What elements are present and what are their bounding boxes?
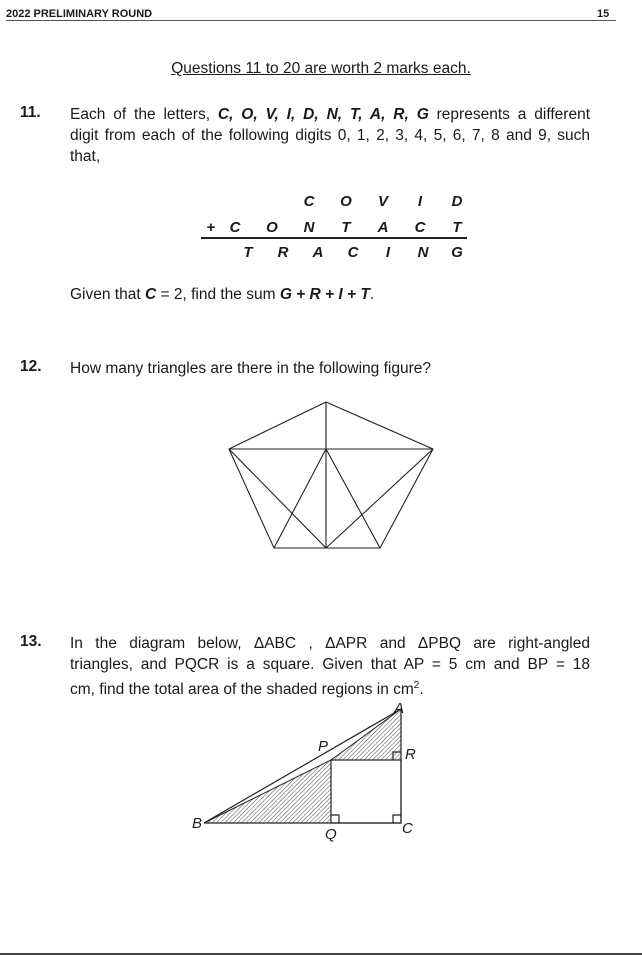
pentagon-triangles-figure (225, 398, 437, 552)
puzzle-letter: A (312, 244, 324, 261)
puzzle-row-tracing (195, 244, 485, 266)
puzzle-letter: D (451, 193, 463, 210)
q11-line-1-start: Each of the letters, (70, 106, 218, 123)
puzzle-letter: C (347, 244, 359, 261)
pentagon-outline (229, 402, 433, 548)
puzzle-letter: V (377, 193, 388, 210)
q13-line-3-text: cm, find the total area of the shaded regions in cm (70, 681, 414, 699)
q11-line-1 (70, 104, 590, 125)
question-11-number: 11. (20, 104, 41, 121)
square-pqcr (331, 760, 401, 823)
right-angle-q (331, 815, 339, 823)
puzzle-letter: T (243, 244, 253, 261)
question-12-number: 12. (20, 358, 42, 375)
puzzle-letter: I (417, 193, 423, 210)
q13-line-3-end: . (419, 681, 424, 699)
puzzle-letter: C (414, 219, 426, 236)
question-11-text (70, 104, 590, 167)
given-middle: = 2, find the sum (156, 286, 280, 303)
sum-expression: G + R + I + T (279, 286, 370, 303)
shaded-triangle-apr (331, 709, 401, 760)
q11-line-1-end: represents a different (428, 106, 591, 123)
page-number: 15 (597, 8, 610, 20)
puzzle-letter: A (377, 219, 389, 236)
inner-left-edge (274, 449, 326, 548)
puzzle-letter: G (451, 244, 463, 261)
sum-line (201, 237, 467, 239)
footer-rule (0, 953, 642, 955)
puzzle-letter: N (417, 244, 429, 261)
question-12-text: How many triangles are there in the following figure? (70, 360, 431, 377)
puzzle-letter: R (277, 244, 289, 261)
q13-line-3 (70, 675, 590, 700)
puzzle-letter: O (266, 219, 278, 236)
question-11-given (70, 284, 590, 305)
page-header (0, 0, 642, 22)
question-13-number: 13. (20, 633, 42, 650)
round-title: 2022 PRELIMINARY ROUND (6, 8, 153, 20)
right-angle-c (393, 815, 401, 823)
section-instruction: Questions 11 to 20 are worth 2 marks each. (171, 60, 471, 77)
right-diagonal (326, 449, 433, 548)
puzzle-letter: I (385, 244, 391, 261)
shaded-triangle-pbq (204, 760, 331, 823)
label-q: Q (325, 826, 337, 843)
squared-superscript: 2 (413, 680, 420, 691)
question-13-text (70, 633, 590, 700)
puzzle-letter: C (303, 193, 315, 210)
label-r: R (405, 746, 416, 763)
covid-contact-tracing-puzzle (195, 193, 485, 268)
label-p: P (318, 738, 329, 755)
puzzle-letter: O (340, 193, 352, 210)
given-end: . (369, 286, 375, 303)
q11-line-2: digit from each of the following digits 0, 1, 2, 3, 4, 5, 6, 7, 8 and 9, such (70, 127, 590, 144)
label-a: A (394, 700, 405, 717)
given-start: Given that (70, 286, 145, 303)
plus-sign: + (206, 219, 216, 236)
puzzle-letter: T (341, 219, 351, 236)
puzzle-letter: N (303, 219, 315, 236)
puzzle-row-covid (195, 193, 485, 215)
left-diagonal (229, 449, 326, 548)
right-triangle-square-figure (188, 698, 428, 848)
label-c: C (402, 820, 413, 837)
q13-line-2: triangles, and PQCR is a square. Given that AP = 5 cm and BP = 18 (70, 656, 590, 673)
q11-line-3: that, (70, 148, 101, 165)
header-rule (6, 20, 616, 21)
puzzle-letter: C (229, 219, 241, 236)
q11-letters: C, O, V, I, D, N, T, A, R, G (217, 106, 429, 123)
puzzle-letter: T (452, 219, 462, 236)
given-c-letter: C (144, 286, 157, 303)
q13-line-1: In the diagram below, ΔABC , ΔAPR and ΔPBQ are right-angled (70, 635, 590, 652)
label-b: B (192, 815, 203, 832)
inner-right-edge (326, 449, 380, 548)
